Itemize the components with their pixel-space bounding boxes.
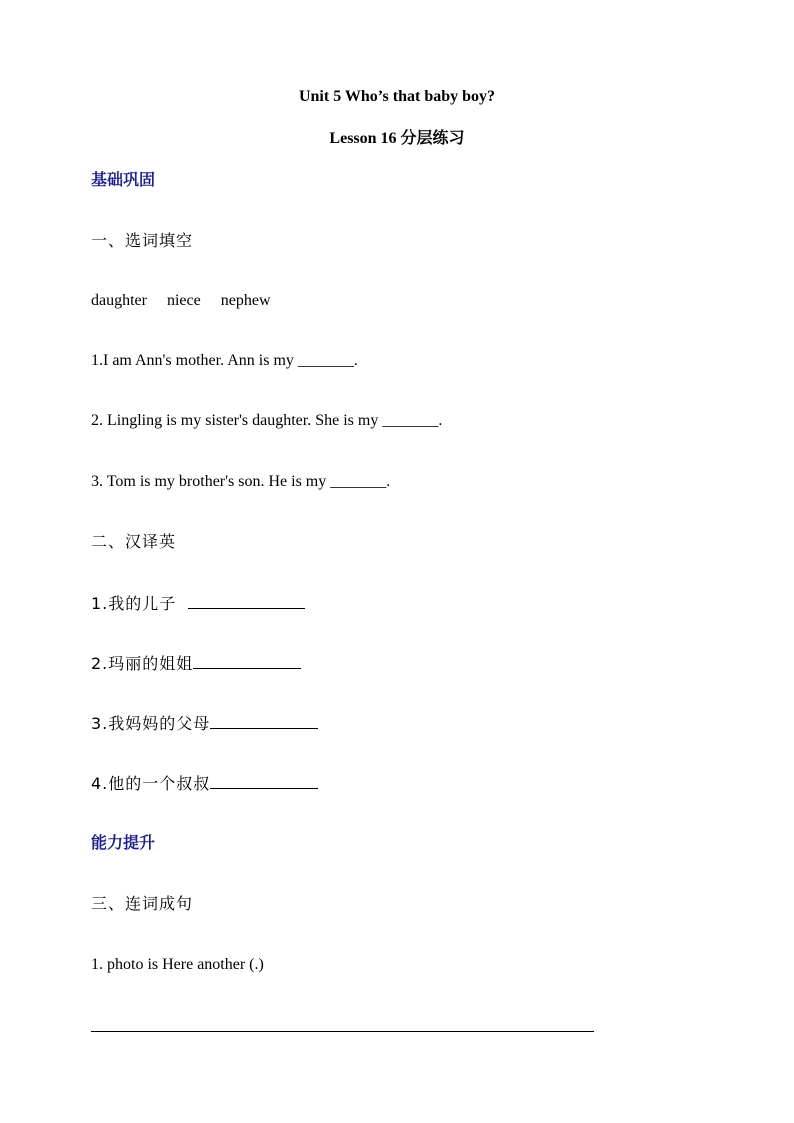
answer-blank	[188, 593, 305, 609]
word-bank-item: niece	[166, 292, 201, 309]
part2-question-2-text: 2.玛丽的姐姐	[91, 654, 194, 673]
part2-question-1	[91, 593, 305, 614]
part2-question-2	[91, 653, 301, 674]
part3-question-1: 1. photo is Here another (.)	[91, 956, 264, 973]
part2-question-3-text: 3.我妈妈的父母	[91, 714, 211, 733]
part1-heading: 一、选词填空	[91, 231, 194, 250]
section-advanced-heading: 能力提升	[91, 833, 156, 852]
unit-title: Unit 5 Who’s that baby boy?	[298, 88, 496, 105]
part2-question-4-text: 4.他的一个叔叔	[91, 774, 211, 793]
part1-question-1: 1.I am Ann's mother. Ann is my _______.	[91, 352, 358, 369]
part2-question-3	[91, 713, 318, 734]
part2-heading: 二、汉译英	[91, 532, 177, 551]
section-basic-heading: 基础巩固	[91, 170, 156, 189]
word-bank	[91, 291, 291, 311]
answer-writing-line	[91, 1031, 594, 1032]
part1-question-2: 2. Lingling is my sister's daughter. She is my _______.	[91, 412, 443, 429]
lesson-title: Lesson 16 分层练习	[329, 130, 465, 147]
word-bank-item: daughter	[91, 292, 147, 309]
part2-question-4	[91, 773, 318, 794]
part1-question-3: 3. Tom is my brother's son. He is my _______.	[91, 473, 391, 490]
answer-blank	[210, 773, 318, 789]
answer-blank	[193, 653, 301, 669]
word-bank-item: nephew	[220, 292, 271, 309]
answer-blank	[210, 713, 318, 729]
part3-heading: 三、连词成句	[91, 894, 194, 913]
part2-question-1-text: 1.我的儿子	[91, 594, 177, 613]
